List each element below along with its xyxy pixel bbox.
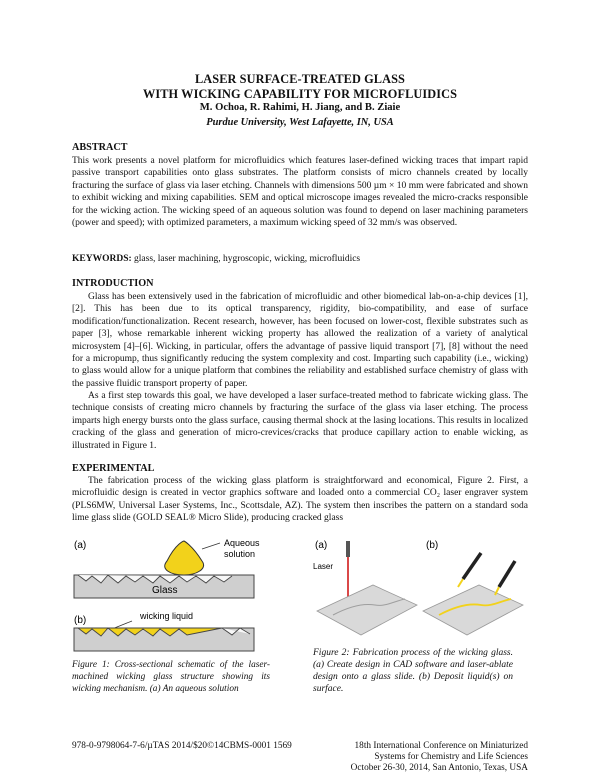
- figure-2-schematic: [313, 535, 528, 645]
- introduction-paragraph-1: Glass has been extensively used in the fabrication of microfluidic and other biomedical lab-on-a-chip devices [1], [2]. This has been due to its optical transparency, rigidity, bio-compatibility, and ease of surface modification/functionalization. Recent research, however, has been focused on lower-cost, flexible substrates such as paper [3], whose remarkable inherent wicking property has allowed the realization of a variety of analytical microsystem [4]–[6]. Wicking, in particular, offers the advantage of passive liquid transport [7], [8] without the need for a micropump, thus significantly reducing the system complexity and cost. Imparting such capability (i.e., wicking) to glass would allow for a unique platform that combines the reliability and established surface chemistry of glass with the passive fluidic transport property of paper.: [72, 292, 528, 389]
- pipette-left-icon: [463, 553, 481, 579]
- glass-label: Glass: [152, 585, 178, 596]
- figure-2-label-b: (b): [426, 540, 439, 551]
- keywords-text: glass, laser machining, hygroscopic, wicking, microfluidics: [131, 254, 361, 264]
- abstract-body: This work presents a novel platform for microfluidics which features laser-defined wicking traces that impart rapid passive transport capabilities onto glass substrates. The platform consists of micro channels created by locally fracturing the surface of glass via laser etching. Channels with dimensions 500 µm × 10 mm were fabricated and shown to exhibit wicking and mixing capabilities. SEM and optical microscope images revealed the micro-cracks responsible for the wicking action. The wicking speed of an aqueous solution was found to depend on laser machining parameters (power and speed); with optimized parameters, a maximum wicking speed of 32 mm/s was observed.: [72, 156, 528, 229]
- wicking-liquid-label: wicking liquid: [140, 611, 194, 621]
- abstract-heading: ABSTRACT: [72, 142, 128, 153]
- glass-slide-b: [423, 585, 523, 635]
- figure-1-caption: Figure 1: Cross-sectional schematic of the laser-machined wicking glass structure showing its wicking mechanism. (a) An aqueous solution: [72, 660, 270, 694]
- figure-2-caption: Figure 2: Fabrication process of the wicking glass. (a) Create design in CAD software and laser-ablate design onto a glass slide. (b) Deposit liquid(s) on surface.: [313, 648, 513, 694]
- authors: M. Ochoa, R. Rahimi, H. Jiang, and B. Ziaie: [199, 102, 401, 113]
- glass-slide-a: [317, 585, 417, 635]
- aqueous-droplet-icon: [165, 541, 204, 575]
- laser-label: Laser: [313, 562, 334, 571]
- footer-conference: [288, 741, 528, 774]
- figure-2-label-a: (a): [315, 540, 328, 551]
- title-line-2: WITH WICKING CAPABILITY FOR MICROFLUIDICS: [142, 87, 458, 101]
- experimental-heading: EXPERIMENTAL: [72, 463, 155, 474]
- figure-1-label-b: (b): [74, 615, 87, 626]
- footer-isbn: 978-0-9798064-7-6/µTAS 2014/$20©14CBMS-0001 1569: [72, 741, 292, 751]
- laser-head-icon: [346, 541, 350, 557]
- solution-label: solution: [224, 549, 256, 559]
- footer-conference-line-2: Systems for Chemistry and Life Sciences: [374, 752, 528, 762]
- affiliation: Purdue University, West Lafayette, IN, USA: [206, 117, 394, 128]
- footer-conference-line-3: October 26-30, 2014, San Antonio, Texas, USA: [350, 763, 528, 773]
- pipette-right-icon: [499, 561, 515, 587]
- keywords-label: KEYWORDS:: [72, 254, 132, 264]
- title-line-1: LASER SURFACE-TREATED GLASS: [195, 72, 405, 86]
- pipette-left-tip: [458, 579, 463, 587]
- aqueous-label: Aqueous: [224, 538, 260, 548]
- figure-1-label-a: (a): [74, 540, 87, 551]
- experimental-paragraph-1: The fabrication process of the wicking glass platform is straightforward and economical, Figure 2. First, a microfluidic design is created in vector graphics software and loaded onto a commercial CO₂ laser engraver system (PLS6MW, Universal Laser Systems, Inc., Scottsdale, AZ). The system then inscribes the pattern on a standard soda lime glass slide (GOLD SEAL® Micro Slide), producing cracked glass: [72, 476, 528, 524]
- keywords: [72, 254, 528, 264]
- aqueous-pointer-line: [202, 543, 220, 549]
- introduction-heading: INTRODUCTION: [72, 278, 154, 289]
- figure-1-schematic: [72, 535, 282, 660]
- footer-conference-line-1: 18th International Conference on Miniaturized: [354, 741, 528, 751]
- introduction-paragraph-2: As a first step towards this goal, we have developed a laser surface-treated method to fabricate wicking glass. The technique consists of creating micro channels by fracturing the surface of the glass via laser etching. The process imparts high energy bursts onto the glass surface, causing thermal shock at the lasing locations. This results in localized cracking of the glass and generation of micro-crevices/cracks that produce capillary action to enable wicking, as illustrated in Figure 1.: [72, 391, 528, 451]
